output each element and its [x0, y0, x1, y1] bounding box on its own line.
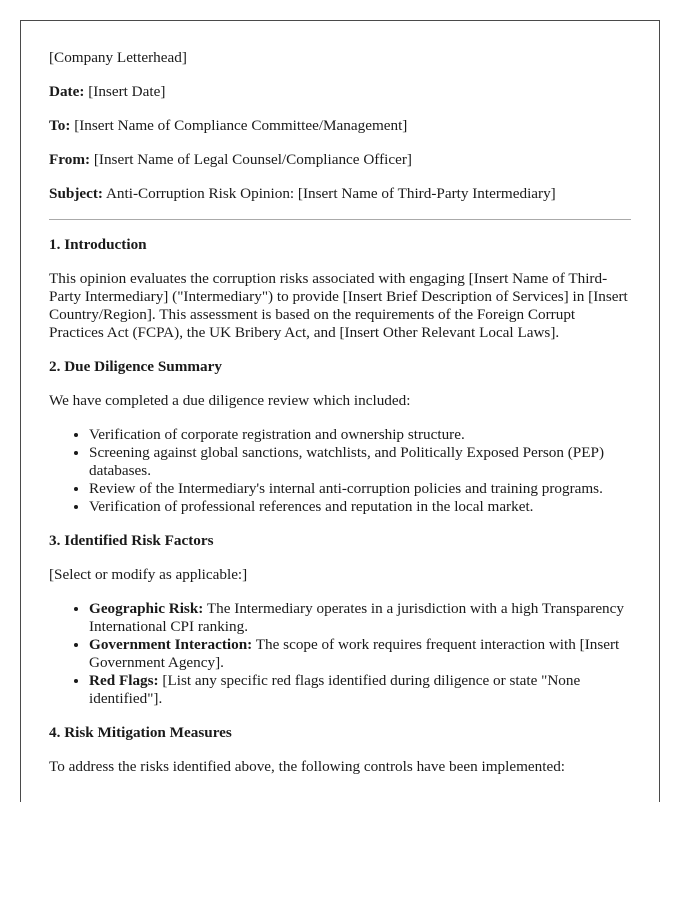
- due-diligence-paragraph: We have completed a due diligence review which included:: [49, 392, 411, 409]
- risk-factors-list: [49, 600, 631, 708]
- to-label: To:: [49, 117, 71, 134]
- to-value: [Insert Name of Compliance Committee/Management]: [74, 117, 408, 134]
- list-item: [89, 672, 631, 708]
- risk-text: The Intermediary operates in a jurisdiction with a high Transparency International CPI ranking.: [89, 600, 624, 635]
- risk-label: Geographic Risk:: [89, 600, 204, 617]
- letterhead-text: [Company Letterhead]: [49, 49, 187, 66]
- section-heading-mitigation: 4. Risk Mitigation Measures: [49, 724, 232, 741]
- to-line: [49, 117, 631, 135]
- subject-line: [49, 185, 631, 203]
- list-item: • Screening against global sanctions, watchlists, and Politically Exposed Person (PEP) databases.: [89, 444, 631, 480]
- list-item: • Review of the Intermediary's internal anti-corruption policies and training programs.: [89, 480, 631, 498]
- risk-label: Government Interaction:: [89, 636, 253, 653]
- risk-label: Red Flags:: [89, 672, 159, 689]
- date-value: [Insert Date]: [88, 83, 166, 100]
- risk-text: [List any specific red flags identified during diligence or state "None identified"].: [89, 672, 581, 707]
- document-page: [20, 20, 660, 802]
- letterhead: [49, 49, 631, 67]
- due-diligence-list: [49, 426, 631, 516]
- from-line: [49, 151, 631, 169]
- subject-value: Anti-Corruption Risk Opinion: [Insert Name of Third-Party Intermediary]: [105, 185, 556, 202]
- header-divider: [49, 219, 631, 220]
- section-heading-risk-factors: 3. Identified Risk Factors: [49, 532, 214, 549]
- list-item: • Verification of professional references and reputation in the local market.: [89, 498, 631, 516]
- list-item: [89, 636, 631, 672]
- date-line: [49, 83, 631, 101]
- mitigation-paragraph: To address the risks identified above, the following controls have been implemented:: [49, 758, 566, 775]
- introduction-paragraph: This opinion evaluates the corruption risks associated with engaging [Insert Name of Third-Party Intermediary] ("Intermediary") to provide [Insert Brief Description of Services] in [Insert Country/Region]. This assessment is based on the requirements of the Foreign Corrupt Practices Act (FCPA), the UK Bribery Act, and [Insert Other Relevant Local Laws].: [49, 270, 628, 341]
- from-label: From:: [49, 151, 91, 168]
- risk-factors-paragraph: [Select or modify as applicable:]: [49, 566, 248, 583]
- section-heading-introduction: 1. Introduction: [49, 236, 147, 253]
- section-heading-due-diligence: 2. Due Diligence Summary: [49, 358, 222, 375]
- list-item: [89, 600, 631, 636]
- list-item: • Verification of corporate registration and ownership structure.: [89, 426, 631, 444]
- document-content: [21, 21, 659, 776]
- subject-label: Subject:: [49, 185, 103, 202]
- from-value: [Insert Name of Legal Counsel/Compliance Officer]: [93, 151, 412, 168]
- risk-text: The scope of work requires frequent interaction with [Insert Government Agency].: [89, 636, 620, 671]
- date-label: Date:: [49, 83, 85, 100]
